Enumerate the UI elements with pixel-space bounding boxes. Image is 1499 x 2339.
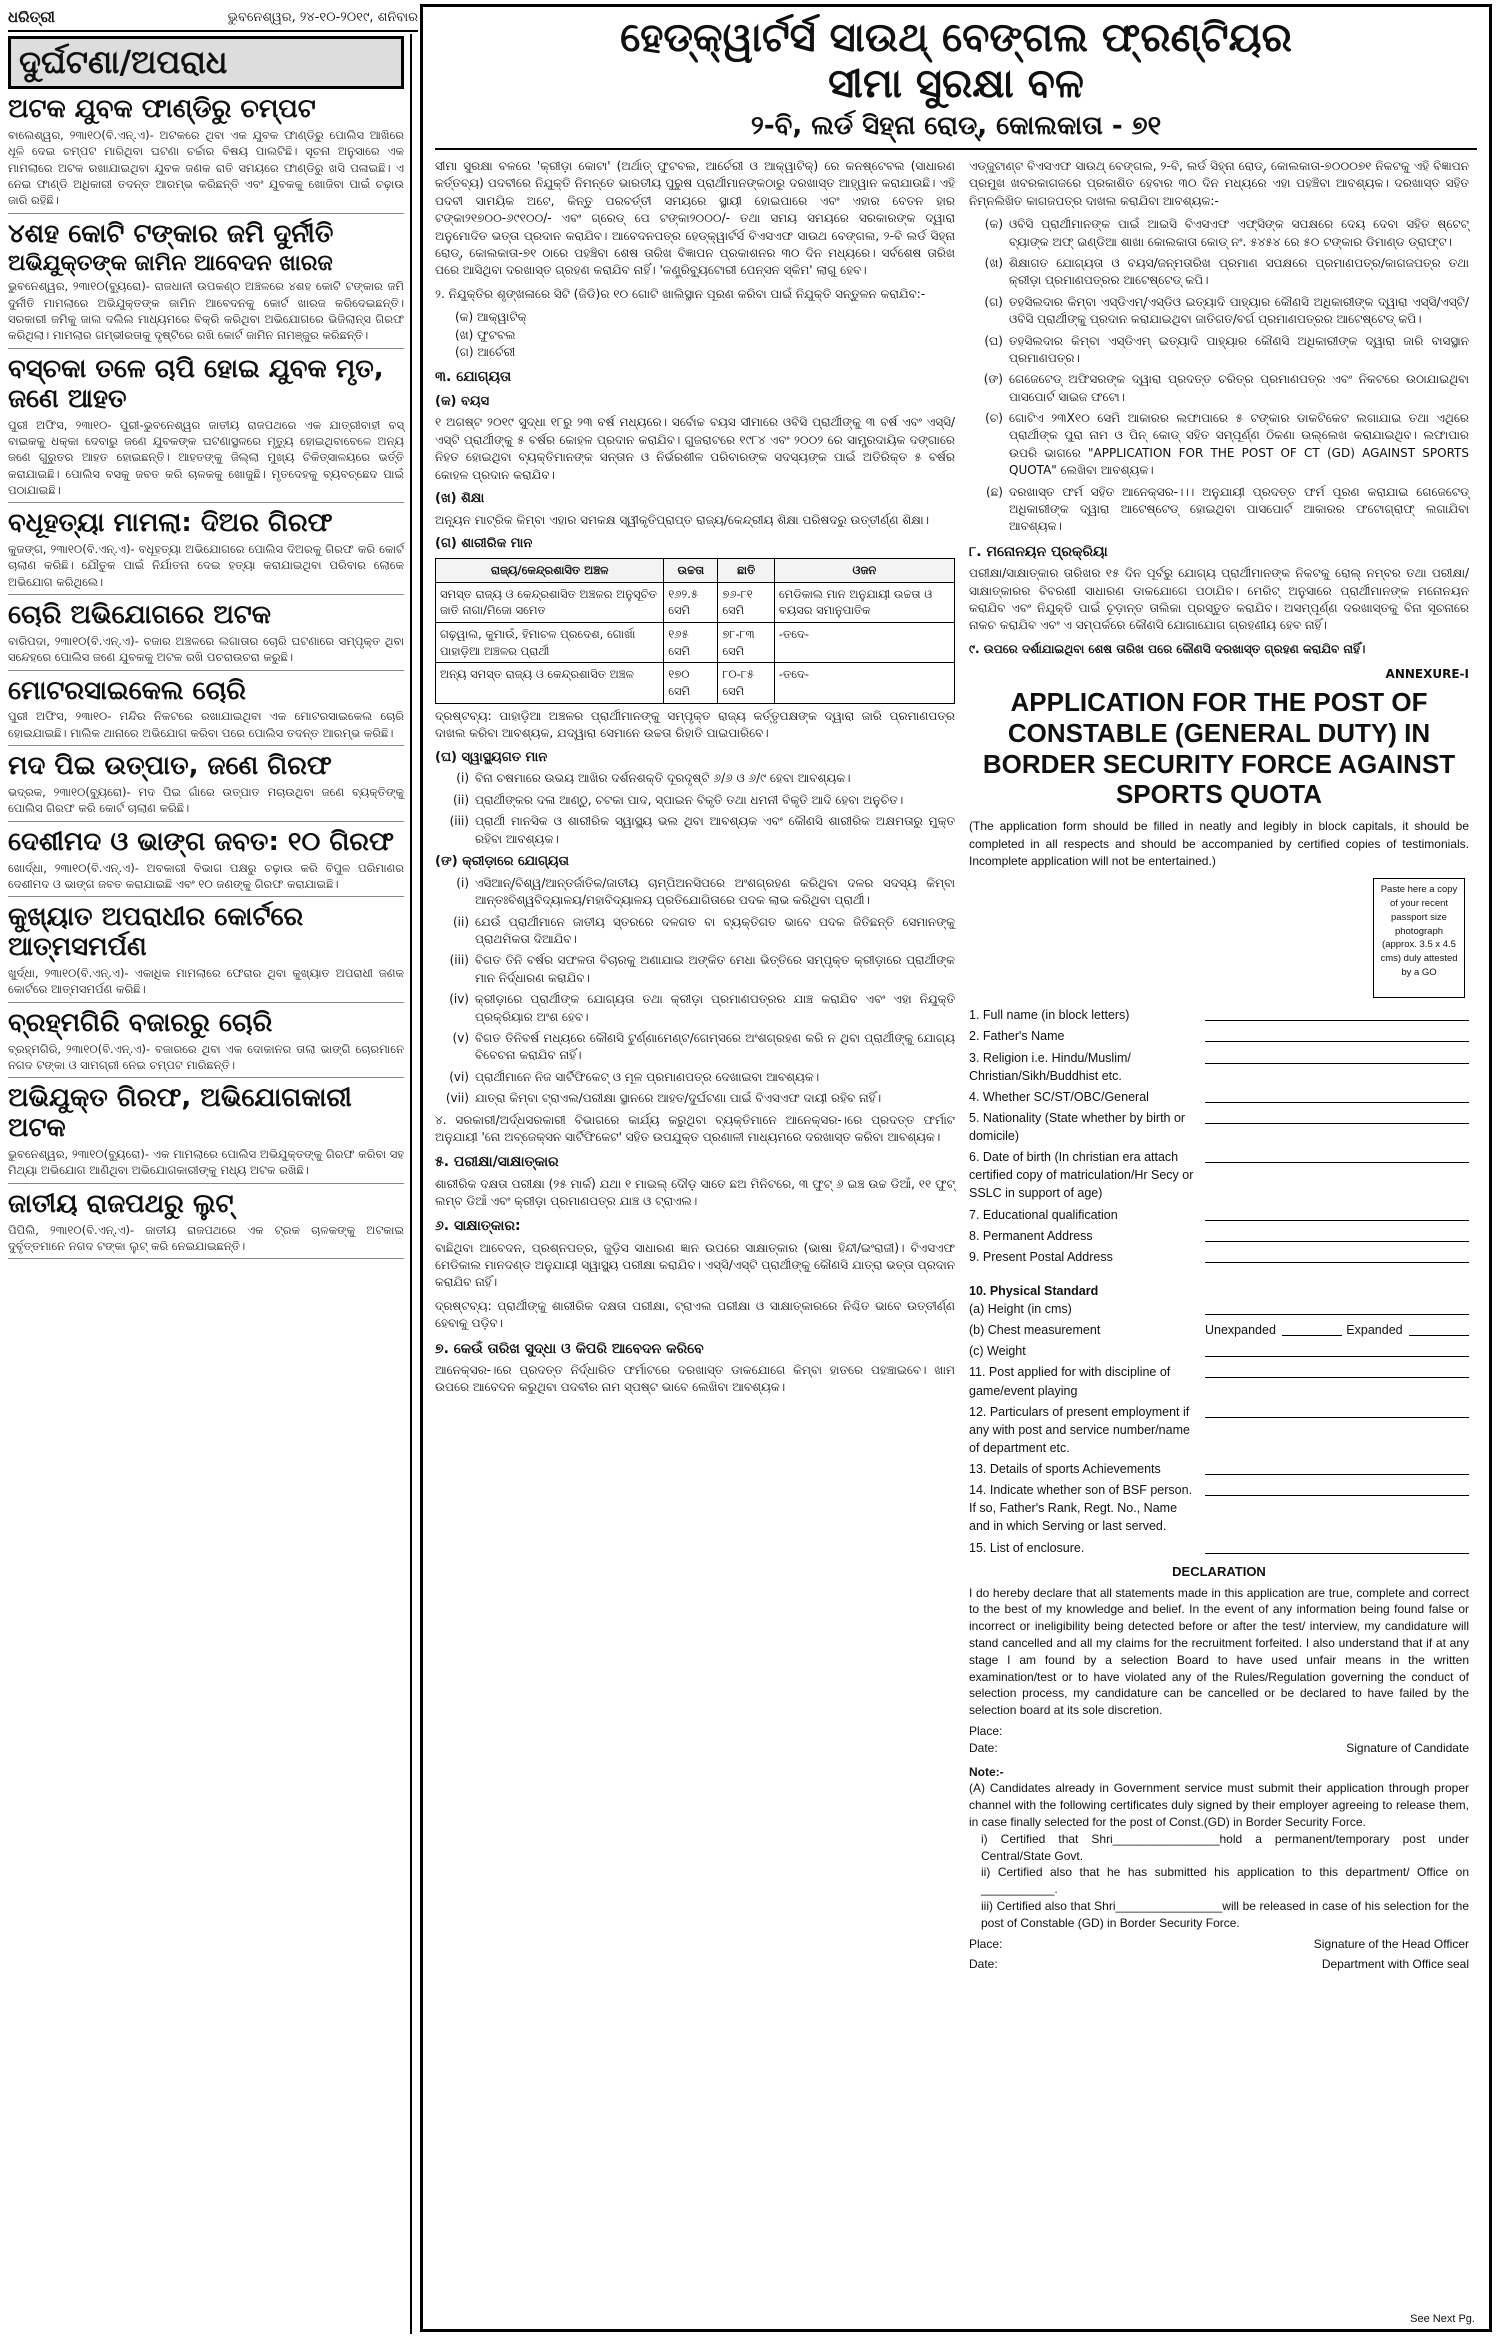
interview-heading: ୬. ସାକ୍ଷାତ୍କାର: — [435, 1218, 521, 1235]
sports-item — [435, 991, 955, 1026]
item-number: (ଙ) — [983, 372, 1003, 387]
form-field-chest[interactable] — [969, 1321, 1469, 1339]
news-story — [8, 601, 404, 671]
physical-heading: (ଗ) ଶାରୀରିକ ମାନ — [435, 536, 533, 552]
news-story — [8, 95, 404, 214]
ad-intro: ସୀମା ସୁରକ୍ଷା ବଳରେ 'କ୍ରୀଡ଼ା କୋଟା' (ଅର୍ଥାତ୍ ଫୁଟବଲ, ଆର୍ଚେରୀ ଓ ଆକ୍ୱାଟିକ୍) ରେ କନଷ୍ଟେବଲ (ସାଧାରଣ କର୍ତ୍ତବ୍ୟ) ପଦବୀରେ ନିଯୁକ୍ତି ନିମନ୍ତେ ଭାରତୀୟ ପୁରୁଷ ପ୍ରାର୍ଥୀମାନଙ୍କଠାରୁ ଦରଖାସ୍ତ ଆହ୍ୱାନ କରାଯାଉଛି। ଏହି ପଦବୀ ସାମୟିକ ଅଟେ, କିନ୍ତୁ ପରବର୍ତ୍ତୀ ସମୟରେ ସ୍ଥାୟୀ ହୋଇପାରେ ଏବଂ ଏହାର ବେତନ ହାର ଟଙ୍କା୨୧୭୦୦-୬୯୧୦୦/- ଏବଂ ଗ୍ରେଡ୍ ପେ ଟଙ୍କା୨୦୦୦/- ତଥା ସମୟ ସମୟରେ ସରକାରଙ୍କ ଦ୍ୱାରା ଅନୁମୋଦିତ ଭତ୍ତା ପ୍ରଦାନ କରାଯିବ। ଆବେଦନପତ୍ର ହେଡ୍‌କ୍ୱାର୍ଟର୍ସ ବିଏସଏଫ ସାଉଥ ବେଙ୍ଗଲ, ୨-ବି ଲର୍ଡ ସିହ୍ନା ରୋଡ୍, କୋଲକାତା-୭୧ ଠାରେ ପହଞ୍ଚିବା ଶେଷ ତାରିଖ ବିଜ୍ଞାପନ ପ୍ରକାଶନର ୩୦ ଦିନ ମଧ୍ୟରେ। ସର୍ବଶେଷ ତାରିଖ ପରେ ଆସିଥିବା ଦରଖାସ୍ତ ଗ୍ରହଣ କରାଯିବ ନାହିଁ। 'କଣ୍ଟ୍ରିବ୍ୟୁଟୋରୀ ପେନ୍‌ସନ ସ୍କିମ' ଲାଗୁ ହେବ। — [435, 159, 955, 278]
table-header: ଉଚ୍ଚତା — [664, 559, 718, 583]
item-text: ତହସିଲଦାର କିମ୍ବା ଏସ୍‌ଡିଏମ୍/ଏସ୍‌ଡିଓ ଇତ୍ୟାଦି ପାହ୍ୟାର କୌଣସି ଅଧିକାରୀଙ୍କ ଦ୍ୱାରା ଏସ୍‌ସି/ଏସ୍‌ଟି/ଓବିସି ପ୍ରାର୍ଥୀଙ୍କୁ ପ୍ରଦାନ କରାଯାଇଥିବା ଜାତିଗତ/ବର୍ଗ ପ୍ରମାଣପତ୍ରର ଆଟେଷ୍ଟେଡ୍ କପି। — [1009, 294, 1469, 327]
table-cell: -ତଦେ- — [774, 623, 954, 663]
form-note: (The application form should be filled in neatly and legibly in block capitals, it should be completed in all respects and should be accompanied by certified copies of testimonials. Incomplete application will not be entertained.) — [969, 819, 1469, 868]
field-line[interactable] — [1205, 1300, 1469, 1315]
table-cell: ସମସ୍ତ ରାଜ୍ୟ ଓ କେନ୍ଦ୍ରଶାସିତ ଅଞ୍ଚଳର ଅନୁସୂଚିତ ଜାତି ନାଗା/ମିଜୋ ସମେତ — [436, 582, 664, 622]
item-number: (ଘ) — [984, 333, 1003, 348]
field-line[interactable] — [1205, 1109, 1469, 1124]
item-text: ପ୍ରାର୍ଥୀମାନେ ନିଜ ସାର୍ଟିଫିକେଟ୍ ଓ ମୂଳ ପ୍ରମାଣପତ୍ର ଦେଖାଇବା ଆବଶ୍ୟକ। — [475, 1069, 820, 1084]
news-story — [8, 752, 404, 822]
form-field[interactable] — [969, 1148, 1469, 1202]
story-headline: କୁଖ୍ୟାତ ଅପରାଧୀର କୋର୍ଟରେ ଆତ୍ମସମର୍ପଣ — [8, 902, 304, 963]
ad-right-column — [969, 158, 1469, 1973]
dateline: ଭୁବନେଶ୍ୱର, ୨୪-୧୦-୨୦୧୯, ଶନିବାର — [227, 9, 418, 25]
story-body: ଭୁବନେଶ୍ୱର, ୨୩ା୧୦(ବ୍ୟୁରୋ)- ଏକ ମାମଲାରେ ପୋଲିସ ଅଭିଯୁକ୍ତଙ୍କୁ ଗିରଫ କରିବା ସହ ମିଥ୍ୟା ଅଭିଯୋଗ ଆଣିଥିବା ଅଭିଯୋଗକାରୀଙ୍କୁ ମଧ୍ୟ ଅଟକ ରଖିଛି। — [8, 1146, 404, 1184]
top-bar — [8, 4, 418, 32]
item-number: (i) — [456, 771, 469, 786]
story-body: ଭଦ୍ରକ, ୨୩ା୧୦(ବ୍ୟୁରୋ)- ମଦ ପିଇ ଗାଁରେ ଉତ୍ପାତ ମଚାଉଥିବା ଜଣେ ବ୍ୟକ୍ତିଙ୍କୁ ପୋଲିସ ଗିରଫ କରି କୋର୍ଟ ଚାଲାଣ କରିଛି। — [8, 784, 404, 822]
news-story — [8, 220, 404, 349]
field-line[interactable] — [1409, 1321, 1469, 1336]
item-number: (vi) — [449, 1069, 469, 1084]
fields-group-b — [969, 1363, 1469, 1556]
medical-item — [435, 792, 955, 809]
field-label: (c) Weight — [969, 1344, 1026, 1359]
vacancy-para: ୨. ନିଯୁକ୍ତିର ଶୃଙ୍ଖଳାରେ ସିଟି (ଜିଡି)ର ୧୦ ଗୋଟି ଖାଲିସ୍ଥାନ ପୂରଣ କରିବା ପାଇଁ ନିଯୁକ୍ତି ସନ୍ତୁଳନ କରାଯିବ:- — [435, 286, 926, 301]
item-text: ବିଗତ ତିନି ବର୍ଷର ସଫଳତା ବିଚାରକୁ ଅଣାଯାଇ ଅଙ୍କିତ ମେଧା ଭିତ୍ତିରେ ସମ୍ପୃକ୍ତ କ୍ରୀଡ଼ାରେ ପ୍ରାର୍ଥୀଙ୍କ ମାନ ନିର୍ଦ୍ଧାରଣ କରାଯିବ। — [475, 953, 955, 985]
table-cell: -ତଦେ- — [774, 663, 954, 703]
ad-left-column — [435, 158, 955, 1973]
item-text: ବିନା ଚଷମାରେ ଉଭୟ ଆଖିର ଦର୍ଶନଶକ୍ତି ଦୂରଦୃଷ୍ଟି ୬/୬ ଓ ୬/୯ ହେବା ଆବଶ୍ୟକ। — [475, 771, 851, 786]
item-number: (ଛ) — [986, 484, 1003, 499]
field-label: 1. Full name (in block letters) — [969, 1008, 1130, 1023]
story-headline: ବଧୂହତ୍ୟା ମାମଲା: ଦିଅର ଗିରଫ — [8, 508, 333, 539]
form-field[interactable] — [969, 1363, 1469, 1399]
form-field[interactable] — [969, 1403, 1469, 1457]
item-text: ଗେଜେଟେଡ୍ ଅଫିସରଙ୍କ ଦ୍ୱାରା ପ୍ରଦତ୍ତ ଚରିତ୍ର ପ୍ରମାଣପତ୍ର ଏବଂ ନିକଟରେ ଉଠାଯାଇଥିବା ପାସପୋର୍ଟ ସାଇଜ ଫଟୋ। — [1009, 372, 1469, 404]
news-story — [8, 355, 404, 503]
sports-list — [435, 875, 955, 1108]
sports-item — [435, 914, 955, 949]
item-text: ପ୍ରାର୍ଥୀ ମାନସିକ ଓ ଶାରୀରିକ ସ୍ୱାସ୍ଥ୍ୟ ଭଲ ଥିବା ଆବଶ୍ୟକ ଏବଂ କୌଣସି ଶାରୀରିକ ଅକ୍ଷମତାରୁ ମୁକ୍ତ ରହିବା ଆବଶ୍ୟକ। — [475, 814, 955, 846]
form-field[interactable] — [969, 1027, 1469, 1045]
field-label: 2. Father's Name — [969, 1029, 1065, 1044]
table-row — [436, 623, 955, 663]
item-text: ଯେଉଁ ପ୍ରାର୍ଥୀମାନେ ଜାତୀୟ ସ୍ତରରେ ଦଳଗତ ବା ବ୍ୟକ୍ତିଗତ ଭାବେ ପଦକ ଜିତିଛନ୍ତି ସେମାନଙ୍କୁ ପ୍ରାଥମିକତା ଦିଆଯିବ। — [475, 914, 955, 946]
news-story — [8, 1084, 404, 1183]
item-text: ଗୋଟିଏ ୨୩X୧୦ ସେମି ଆକାରର ଲଫାପାରେ ୫ ଟଙ୍କାର ଡାକଟିକେଟ ଲଗାଯାଇ ତଥା ଏଥିରେ ପ୍ରାର୍ଥୀଙ୍କ ପୁରା ନାମ ଓ ପିନ୍ କୋଡ୍ ସହିତ ସମ୍ପୂର୍ଣ୍ଣ ଠିକଣା ଉଲ୍ଲେଖ କରାଯାଇଥିବ। ଲଫାପାର ଉପରି ଭାଗରେ "APPLICATION FOR THE POST OF CT (GD) AGAINST SPORTS QUOTA" ଲେଖିବା ଆବଶ୍ୟକ। — [1009, 411, 1469, 478]
table-cell: ମେଡିକାଲ ମାନ ଅନୁଯାୟୀ ଉଚ୍ଚତା ଓ ବୟସର ସମାନୁପାତିକ — [774, 582, 954, 622]
story-headline: ଅଟକ ଯୁବକ ଫାଣ୍ଡିରୁ ଚମ୍ପଟ — [8, 94, 316, 124]
table-row — [436, 663, 955, 703]
date2-label: Date: — [969, 1957, 998, 1972]
story-body: ପୁରୀ ଅଫିସ, ୨୩ା୧୦- ପୁରୀ-ଭୁବନେଶ୍ୱର ଜାତୀୟ ରାଜପଥରେ ଏକ ଯାତ୍ରୀବାହୀ ବସ୍ ବାଇକକୁ ଧକ୍କା ଦେବାରୁ ଜଣେ ଯୁବକଙ୍କ ଘଟଣାସ୍ଥଳରେ ମୃତ୍ୟୁ ହୋଇଥିବାବେଳେ ଅନ୍ୟ ଜଣେ ଗୁରୁତର ଆହତ ହୋଇଛନ୍ତି। ଆହତଙ୍କୁ ଜିଲ୍ଲା ମୁଖ୍ୟ ଚିକିତ୍ସାଳୟରେ ଭର୍ତ୍ତି କରାଯାଇଛି। ପୋଲିସ ବସକୁ ଜବତ କରି ଚାଳକକୁ ଖୋଜୁଛି। ମୃତଦେହକୁ ବ୍ୟବଚ୍ଛେଦ ପାଇଁ ପଠାଯାଇଛି। — [8, 417, 404, 504]
item-number: (ii) — [452, 792, 469, 807]
field-line[interactable] — [1205, 1049, 1469, 1064]
section-label: ଦୁର୍ଘଟଣା/ଅପରାଧ — [8, 36, 404, 89]
physical-note: ଦ୍ରଷ୍ଟବ୍ୟ: ପାହାଡ଼ିଆ ଅଞ୍ଚଳର ପ୍ରାର୍ଥୀମାନଙ୍କୁ ସମ୍ପୃକ୍ତ ରାଜ୍ୟ କର୍ତ୍ତୃପକ୍ଷଙ୍କ ଦ୍ୱାରା ଜାରି ପ୍ରମାଣପତ୍ର ଦାଖଲ କରିବା ଆବଶ୍ୟକ, ଯଦ୍ୱାରା ସେମାନେ ଉଚ୍ଚତା ରିହାତି ପାଇପାରିବେ। — [435, 708, 955, 741]
document-item — [969, 410, 1469, 480]
document-item — [969, 484, 1469, 536]
note-i: i) Certified that Shri________________hold a permanent/temporary post under Central/State Govt. — [981, 1831, 1469, 1863]
note-ii: ii) Certified also that he has submitted his application to this department/ Office on ___________. — [981, 1865, 1469, 1897]
interview-text: ବାଛିଥିବା ଆବେଦନ, ପ୍ରଶ୍ନପତ୍ର, ଜୁଡ଼ିସ ସାଧାରଣ ଜ୍ଞାନ ଉପରେ ସାକ୍ଷାତ୍କାର (ଭାଷା ହିନ୍ଦୀ/ଇଂରାଜୀ)। ବିଏସଏଫ ମେଡିକାଲ ମାନଦଣ୍ଡ ଅନୁଯାୟୀ ସ୍ୱାସ୍ଥ୍ୟ ପରୀକ୍ଷା କରାଯିବ। ଏସ୍‌ସି/ଏସ୍‌ଟି ପ୍ରାର୍ଥୀଙ୍କୁ କୌଣସି ଯାତ୍ରା ଭତ୍ତା ପ୍ରଦାନ କରାଯିବ ନାହିଁ। — [435, 1240, 955, 1290]
item-number: (v) — [452, 1030, 469, 1045]
photo-box: Paste here a copy of your recent passport size photograph (approx. 3.5 x 4.5 cms) duly attested by a GO — [1373, 878, 1465, 998]
eligibility-heading: ୩. ଯୋଗ୍ୟତା — [435, 369, 512, 386]
form-field[interactable] — [969, 1227, 1469, 1245]
form-title: APPLICATION FOR THE POST OF CONSTABLE (GENERAL DUTY) IN BORDER SECURITY FORCE AGAINST SPORTS QUOTA — [982, 687, 1456, 810]
game-item: (କ) ଆକ୍ୱାଟିକ୍ — [455, 310, 527, 325]
item-number: (iii) — [449, 953, 469, 968]
see-next-page: See Next Pg. — [1410, 2313, 1475, 2325]
table-cell: ୭୮-୮୩ ସେମି — [718, 623, 775, 663]
form-field[interactable] — [969, 1088, 1469, 1106]
field-label: (b) Chest measurement — [969, 1323, 1101, 1338]
candidate-signature: Signature of Candidate — [1346, 1741, 1469, 1756]
news-story — [8, 828, 404, 898]
field-line[interactable] — [1205, 1539, 1469, 1554]
field-line[interactable] — [1205, 1403, 1469, 1418]
paper-name: ଧରିତ୍ରୀ — [8, 8, 55, 26]
news-story — [8, 1009, 404, 1079]
ad-title-line2: ସୀମା ସୁରକ୍ଷା ବଳ — [828, 61, 1084, 107]
item-number: (i) — [456, 875, 469, 890]
field-line[interactable] — [1205, 1227, 1469, 1242]
how-to-apply-heading: ୭. କେଉଁ ତାରିଖ ସୁଦ୍ଧା ଓ କିପରି ଆବେଦନ କରିବେ — [435, 1340, 704, 1357]
story-headline: ଚୋରି ଅଭିଯୋଗରେ ଅଟକ — [8, 600, 271, 631]
story-headline: ବସ୍‌ଚକା ତଳେ ଚାପି ହୋଇ ଯୁବକ ମୃତ, ଜଣେ ଆହତ — [8, 353, 384, 414]
story-headline: ଅଭିଯୁକ୍ତ ଗିରଫ, ଅଭିଯୋଗକାରୀ ଅଟକ — [8, 1083, 352, 1144]
documents-list — [969, 216, 1469, 536]
story-headline: ମଦ ପିଇ ଉତ୍ପାତ, ଜଣେ ଗିରଫ — [8, 751, 332, 782]
item-text: ଏସିଆନ୍/ବିଶ୍ୱ/ଆନ୍ତର୍ଜାତିକ/ଜାତୀୟ ଚାମ୍ପିଅନସିପରେ ଅଂଶଗ୍ରହଣ କରିଥିବା ଦଳର ସଦସ୍ୟ କିମ୍ବା ଆନ୍ତଃବିଶ୍ୱବିଦ୍ୟାଳୟ/ମହାବିଦ୍ୟାଳୟ ପ୍ରତିଯୋଗିତାରେ ପଦକ ଲାଭ କରିଥିବା ପ୍ରାର୍ଥୀ। — [475, 875, 955, 908]
item-number: (iv) — [449, 992, 469, 1007]
field-line[interactable] — [1205, 1248, 1469, 1263]
field-label: 6. Date of birth (In christian era attach certified copy of matriculation/Hr Secy or SSLC in support of age) — [969, 1150, 1194, 1201]
place-label: Place: — [969, 1723, 1003, 1738]
story-subheadline: ଅଭିଯୁକ୍ତଙ୍କ ଜାମିନ ଆବେଦନ ଖାରଜ — [8, 251, 333, 277]
table-header: ରାଜ୍ୟ/କେନ୍ଦ୍ରଶାସିତ ଅଞ୍ଚଳ — [436, 559, 664, 583]
field-line[interactable] — [1205, 1363, 1469, 1378]
sports-item — [435, 1030, 955, 1065]
item-number: (ଗ) — [984, 294, 1003, 309]
table-cell: ୭୬-୮୧ ସେମି — [718, 582, 775, 622]
dept-seal: Department with Office seal — [1321, 1957, 1469, 1972]
exam-heading: ୫. ପରୀକ୍ଷା/ସାକ୍ଷାତ୍କାର — [435, 1154, 559, 1171]
section-4: ୪. ସରକାରୀ/ଅର୍ଦ୍ଧସରକାରୀ ବିଭାଗରେ କାର୍ଯ୍ୟ କରୁଥିବା ବ୍ୟକ୍ତିମାନେ ଆନେକ୍ସର-।ରେ ପ୍ରଦତ୍ତ ଫର୍ମାଟ ଅନୁଯାୟୀ 'ନୋ ଅବ୍‌ଜେକ୍ସନ ସାର୍ଟିଫିକେଟ' ସହିତ ଉପଯୁକ୍ତ ପ୍ରଣାଳୀ ମାଧ୍ୟମରେ ଦରଖାସ୍ତ କରିବା ଆବଶ୍ୟକ। — [435, 1112, 955, 1144]
form-field[interactable] — [969, 1109, 1469, 1145]
note-block — [969, 1764, 1469, 1974]
field-label: 3. Religion i.e. Hindu/Muslim/ Christian/Sikh/Buddhist etc. — [969, 1050, 1131, 1083]
news-column — [8, 34, 412, 2334]
story-body: ଖୋର୍ଦ୍ଧା, ୨୩ା୧୦(ବି.ଏନ୍.ଏ)- ଅବକାରୀ ବିଭାଗ ପକ୍ଷରୁ ଚଢ଼ାଉ କରି ବିପୁଳ ପରିମାଣର ଦେଶୀମଦ ଓ ଭାଙ୍ଗ ଜବତ କରାଯାଇଛି ଏବଂ ୧୦ ଜଣଙ୍କୁ ଗିରଫ କରାଯାଇଛି। — [8, 860, 404, 898]
story-body: ବାଲେଶ୍ୱର, ୨୩ା୧୦(ବି.ଏନ୍.ଏ)- ଅଟକରେ ଥିବା ଏକ ଯୁବକ ଫାଣ୍ଡିରୁ ପୋଲିସ ଆଖିରେ ଧୂଳି ଦେଇ ଚମ୍ପଟ ମାରିଥିବା ଘଟଣା ଚର୍ଚ୍ଚାର ବିଷୟ ପାଲଟିଛି। ସୂଚନା ଅନୁସାରେ ଏକ ମାମଲାରେ ଅଟକ ରଖାଯାଇଥିବା ଯୁବକ ଜଣକ ରାତି ସମୟରେ ଫାଣ୍ଡିରୁ ଖସି ପଳାଇଛି। ଏ ନେଇ ଫାଣ୍ଡି ଅଧିକାରୀ ତଦନ୍ତ ଆରମ୍ଭ କରିଛନ୍ତି ଏବଂ ଯୁବକକୁ ଖୋଜିବା ପାଇଁ ଚଢ଼ାଉ ଜାରି ରହିଛି। — [8, 127, 404, 214]
sports-item — [435, 1069, 955, 1086]
story-headline: ୪ଶହ କୋଟି ଟଙ୍କାର ଜମି ଦୁର୍ନୀତି — [8, 218, 334, 249]
item-text: କ୍ରୀଡ଼ାରେ ପ୍ରାର୍ଥୀଙ୍କ ଯୋଗ୍ୟତା ତଥା କ୍ରୀଡ଼ା ପ୍ରମାଣପତ୍ରର ଯାଞ୍ଚ କରାଯିବ ଏବଂ ଏହା ନିଯୁକ୍ତି ପ୍ରକ୍ରିୟାର ଅଂଶ ହେବ। — [475, 992, 955, 1024]
declaration-text: I do hereby declare that all statements made in this application are true, complete and correct to the best of my knowledge and belief. In the event of any information being found false or incorrect or ineligibility being detected before or after the test/ interview, my candidature will stand cancelled and all my claims for the recruitment forfeited. I also understand that if at any stage I am found by a selection Board to have used unfair means in the written examination/test or to have violated any of the Rules/Regulation governing the conduct of selection process, my candidature can be cancelled or be declared to have failed by the selection board at its sole discretion. — [969, 1585, 1469, 1718]
item-number: (ଖ) — [984, 255, 1003, 270]
form-fields — [969, 1006, 1469, 1973]
document-item — [969, 294, 1469, 329]
document-item — [969, 216, 1469, 251]
unexpanded-label: Unexpanded — [1205, 1323, 1276, 1338]
story-headline: ମୋଟରସାଇକେଲ ଚୋରି — [8, 675, 247, 706]
form-field-height[interactable] — [969, 1300, 1469, 1318]
form-field[interactable] — [969, 1481, 1469, 1535]
declaration-title: DECLARATION — [1172, 1563, 1266, 1579]
field-label: 12. Particulars of present employment if any with post and service number/name of department etc. — [969, 1404, 1190, 1455]
item-text: ଓବିସି ପ୍ରାର୍ଥୀମାନଙ୍କ ପାଇଁ ଆଇସି ବିଏସଏଫ ଏଫ୍‌ସିଙ୍କ ସପକ୍ଷରେ ଦେୟ ଦେବା ସହିତ ଷ୍ଟେଟ୍ ବ୍ୟାଙ୍କ ଅଫ୍ ଇଣ୍ଡିଆ ଶାଖା କୋଲକାତା କୋଡ୍ ନଂ. ୫୪୫୪ ରେ ୫୦ ଟଙ୍କାର ଡିମାଣ୍ଡ ଡ୍ରାଫ୍ଟ। — [1009, 217, 1469, 249]
table-cell: ୧୭୦ ସେମି — [664, 663, 718, 703]
field-label: (a) Height (in cms) — [969, 1302, 1072, 1317]
field-line[interactable] — [1205, 1460, 1469, 1475]
table-header: ଓଜନ — [774, 559, 954, 583]
form-field[interactable] — [969, 1006, 1469, 1024]
field-label: 14. Indicate whether son of BSF person. If so, Father's Rank, Regt. No., Name and in which Serving or last served. — [969, 1483, 1193, 1534]
medical-item — [435, 813, 955, 848]
sports-item — [435, 952, 955, 987]
table-cell: ୧୬୫ ସେମି — [664, 623, 718, 663]
field-label: 15. List of enclosure. — [969, 1540, 1085, 1555]
medical-list — [435, 770, 955, 848]
sports-heading: (ଙ) କ୍ରୀଡ଼ାରେ ଯୋଗ୍ୟତା — [435, 853, 569, 869]
item-number: (ଚ) — [985, 411, 1003, 426]
story-body: ଭୁବନେଶ୍ୱର, ୨୩ା୧୦(ବ୍ୟୁରୋ)- ରାଜଧାନୀ ଉପକଣ୍ଠ ଅଞ୍ଚଳରେ ୪ଶହ କୋଟି ଟଙ୍କାର ଜମି ଦୁର୍ନୀତି ମାମଲାରେ ଅଭିଯୁକ୍ତଙ୍କ ଜାମିନ ଆବେଦନକୁ କୋର୍ଟ ଖାରଜ କରିଦେଇଛନ୍ତି। ସରକାରୀ ଜମିକୁ ଜାଲ ଦଲିଲ ମାଧ୍ୟମରେ ବିକ୍ରି କରିଥିବା ଅଭିଯୋଗରେ ଭିଜିଲାନ୍ସ ଗିରଫ କରିଥିଲା। ମାମଲାର ଗମ୍ଭୀରତାକୁ ଦୃଷ୍ଟିରେ ରଖି କୋର୍ଟ ଜାମିନ ନାମଞ୍ଜୁର କରିଛନ୍ତି। — [8, 278, 404, 348]
field-line[interactable] — [1205, 1088, 1469, 1103]
head-signature-row — [969, 1936, 1469, 1953]
form-field[interactable] — [969, 1206, 1469, 1224]
document-item — [969, 255, 1469, 290]
form-field-present-address[interactable] — [969, 1248, 1469, 1266]
age-text: ୧ ଅଗଷ୍ଟ ୨୦୧୯ ସୁଦ୍ଧା ୧୮ରୁ ୨୩ ବର୍ଷ ମଧ୍ୟରେ। ସର୍ବୋଚ୍ଚ ବୟସ ସୀମାରେ ଓବିସି ପ୍ରାର୍ଥୀଙ୍କୁ ୩ ବର୍ଷ ଏବଂ ଏସ୍‌ସି/ଏସ୍‌ଟି ପ୍ରାର୍ଥୀଙ୍କୁ ୫ ବର୍ଷର କୋହଳ ପ୍ରଦାନ କରାଯିବ। ଗୁଜରାଟରେ ୧୯୮୪ ଏବଂ ୨୦୦୨ ରେ ସାମ୍ପ୍ରଦାୟିକ ଦଙ୍ଗାରେ ନିହତ ହୋଇଥିବା ବ୍ୟକ୍ତିମାନଙ୍କ ସନ୍ତାନ ଓ ନିର୍ଭରଶୀଳ ପରିବାରଙ୍କ ସଦସ୍ୟଙ୍କ ପାଇଁ ଅତିରିକ୍ତ ୫ ବର୍ଷର କୋହଳ ପ୍ରଦାନ କରାଯିବ। — [435, 415, 955, 482]
head-signature: Signature of the Head Officer — [1313, 1936, 1469, 1951]
physical-standard-label: 10. Physical Standard — [969, 1283, 1099, 1298]
news-story — [8, 677, 404, 747]
story-headline: ଦେଶୀମଦ ଓ ଭାଙ୍ଗ ଜବତ: ୧୦ ଗିରଫ — [8, 826, 394, 857]
age-heading: (କ) ବୟସ — [435, 393, 490, 409]
selection-heading: ୮. ମନୋନୟନ ପ୍ରକ୍ରିୟା — [969, 543, 1108, 560]
field-line[interactable] — [1205, 1342, 1469, 1357]
exam-text: ଶାରୀରିକ ଦକ୍ଷତା ପରୀକ୍ଷା (୨୫ ମାର୍କ) ଯଥା ୧ ମାଇଲ୍ ଦୌଡ଼ ସାତେ ଛଅ ମିନିଟରେ, ୩ ଫୁଟ୍ ୬ ଇଞ୍ଚ ଉଚ୍ଚ ଡିଆଁ, ୧୧ ଫୁଟ୍ ଲମ୍ବ ଡିଆଁ ଏବଂ କ୍ରୀଡ଼ା ପ୍ରମାଣପତ୍ର ଯାଞ୍ଚ ଓ ଟ୍ରାଏଲ। — [435, 1176, 955, 1208]
news-story — [8, 509, 404, 595]
ad-masthead — [435, 15, 1477, 150]
table-header: ଛାତି — [718, 559, 775, 583]
field-line[interactable] — [1205, 1206, 1469, 1221]
seal-row — [969, 1956, 1469, 1973]
table-cell: ଗଢ଼ୱାଲ, କୁମାଉଁ, ହିମାଚଳ ପ୍ରଦେଶ, ଗୋର୍ଖା ପାହାଡ଼ିଆ ଅଞ୍ଚଳର ପ୍ରାର୍ଥୀ — [436, 623, 664, 663]
place2-label: Place: — [969, 1936, 1003, 1951]
field-line[interactable] — [1282, 1321, 1342, 1336]
table-cell: ୧୬୨.୫ ସେମି — [664, 582, 718, 622]
game-item: (ଗ) ଆର୍ଚେରୀ — [455, 344, 516, 359]
sports-item — [435, 1090, 955, 1107]
physical-standards-table — [435, 558, 955, 704]
table-row — [436, 582, 955, 622]
field-line[interactable] — [1205, 1027, 1469, 1042]
form-field[interactable] — [969, 1539, 1469, 1557]
table-cell: ୮୦-୮୫ ସେମି — [718, 663, 775, 703]
story-body: ବ୍ରହ୍ମଗିରି, ୨୩ା୧୦(ବି.ଏନ୍.ଏ)- ବଜାରରେ ଥିବା ଏକ ଦୋକାନର ତାଲା ଭାଙ୍ଗି ଚୋରମାନେ ନଗଦ ଟଙ୍କା ଓ ସାମଗ୍ରୀ ନେଇ ଚମ୍ପଟ ମାରିଛନ୍ତି। — [8, 1041, 404, 1079]
item-number: (କ) — [984, 217, 1003, 232]
fields-group-a — [969, 1006, 1469, 1245]
story-body: ବାରିପଦା, ୨୩ା୧୦(ବି.ଏନ୍.ଏ)- ବଜାର ଅଞ୍ଚଳରେ ଲଗାତାର ଚୋରି ଘଟଣାରେ ସମ୍ପୃକ୍ତ ଥିବା ସନ୍ଦେହରେ ପୋଲିସ ଜଣେ ଯୁବକକୁ ଅଟକ ରଖି ପଚରାଉଚରା କରୁଛି। — [8, 633, 404, 671]
field-line[interactable] — [1205, 1148, 1469, 1163]
field-label: 5. Nationality (State whether by birth or domicile) — [969, 1110, 1186, 1144]
item-text: ଶିକ୍ଷାଗତ ଯୋଗ୍ୟତା ଓ ବୟସ/ଜନ୍ମତାରିଖ ପ୍ରମାଣ ସପକ୍ଷରେ ପ୍ରମାଣପତ୍ର/କାଗଜପତ୍ର ତଥା କ୍ରୀଡ଼ା ପ୍ରମାଣପତ୍ରର ଆଟେଷ୍ଟେଡ୍ କପି। — [1009, 255, 1469, 288]
selection-text: ପରୀକ୍ଷା/ସାକ୍ଷାତ୍କାର ତାରିଖର ୧୫ ଦିନ ପୂର୍ବରୁ ଯୋଗ୍ୟ ପ୍ରାର୍ଥୀମାନଙ୍କ ନିକଟକୁ ରୋଲ୍ ନମ୍ବର ତଥା ପରୀକ୍ଷା/ସାକ୍ଷାତ୍କାରର ବିବରଣୀ ସାଧାରଣ ଡାକଯୋଗେ ପଠାଯିବ। ମେରିଟ୍ ଅନୁସାରେ ପ୍ରାର୍ଥୀମାନଙ୍କ ମନୋନୟନ କରାଯିବ ଏବଂ ନିଯୁକ୍ତି ପାଇଁ ଚୂଡ଼ାନ୍ତ ତାଲିକା ପ୍ରସ୍ତୁତ କରାଯିବ। ଅସମ୍ପୂର୍ଣ୍ଣ ଦରଖାସ୍ତକୁ ବିନା ସୂଚନାରେ ନାକଚ କରାଯିବ ଏବଂ ଏ ସମ୍ପର୍କରେ କୌଣସି ଯୋଗାଯୋଗ ଗ୍ରହଣୀୟ ହେବ ନାହିଁ। — [969, 566, 1469, 633]
story-body: ଖୁର୍ଦ୍ଧା, ୨୩ା୧୦(ବି.ଏନ୍.ଏ)- ଏକାଧିକ ମାମଲାରେ ଫେରାର ଥିବା କୁଖ୍ୟାତ ଅପରାଧୀ ଜଣକ କୋର୍ଟରେ ଆତ୍ମସମର୍ପଣ କରିଛି। — [8, 965, 404, 1003]
news-list — [8, 95, 404, 1259]
item-text: ପ୍ରାର୍ଥୀଙ୍କର ଦଳା ଆଣ୍ଠୁ, ଚଟକା ପାଦ, ସ୍ପାଇନ ବିକୃତି ତଥା ଧମନୀ ବିକୃତି ଆଦି ହେବା ଅନୁଚିତ। — [475, 792, 904, 807]
annexure-tag: ANNEXURE-I — [1385, 667, 1469, 682]
item-number: (iii) — [449, 814, 469, 829]
item-text: ଯାତ୍ରା କିମ୍ବା ଟ୍ରାଏଲ/ପରୀକ୍ଷା ସ୍ଥାନରେ ଆହତ/ଦୁର୍ଘଟଣା ପାଇଁ ବିଏସଏଫ ଦାୟୀ ରହିବ ନାହିଁ। — [475, 1091, 882, 1106]
form-field[interactable] — [969, 1049, 1469, 1085]
bsf-advertisement — [420, 4, 1492, 2332]
game-item: (ଖ) ଫୁଟବଲ — [455, 327, 516, 342]
how-to-apply-text: ଆନେକ୍ସର-।ରେ ପ୍ରଦତ୍ତ ନିର୍ଦ୍ଧାରିତ ଫର୍ମାଟରେ ଦରଖାସ୍ତ ଡାକଯୋଗେ କିମ୍ବା ହାତରେ ପହଞ୍ଚାଇବେ। ଖାମ ଉପରେ ଆବେଦନ କରୁଥିବା ପଦବୀର ନାମ ସ୍ପଷ୍ଟ ଭାବେ ଲେଖିବା ଆବଶ୍ୟକ। — [435, 1362, 955, 1395]
address-para: ଏଡ୍‌ଜୁଟାଣ୍ଟ ବିଏସଏଫ ସାଉଥ୍ ବେଙ୍ଗଲ, ୨-ବି, ଲର୍ଡ ସିହ୍ନା ରୋଡ୍, କୋଲକାତା-୭୦୦୦୭୧ ନିକଟକୁ ଏହି ବିଜ୍ଞାପନ ପ୍ରମୁଖ ଖବରକାଗଜରେ ପ୍ରକାଶିତ ହେବାର ୩୦ ଦିନ ମଧ୍ୟରେ ଏହା ପହଞ୍ଚିବା ଆବଶ୍ୟକ। ଦରଖାସ୍ତ ସହିତ ନିମ୍ନଲିଖିତ କାଗଜପତ୍ର ଦାଖଲ କରାଯିବା ଆବଶ୍ୟକ:- — [969, 159, 1469, 208]
ad-title-line1: ହେଡ୍‌କ୍ୱାର୍ଟର୍ସ ସାଉଥ୍ ବେଙ୍ଗଲ ଫ୍ରଣ୍ଟିୟର — [620, 15, 1292, 61]
item-number: (ii) — [452, 914, 469, 929]
expanded-label: Expanded — [1346, 1323, 1403, 1338]
note-heading: Note:- — [969, 1764, 1004, 1779]
document-item — [969, 333, 1469, 368]
story-body: କୁଜଙ୍ଗ, ୨୩ା୧୦(ବି.ଏନ୍.ଏ)- ବଧୂହତ୍ୟା ଅଭିଯୋଗରେ ପୋଲିସ ଦିଅରକୁ ଗିରଫ କରି କୋର୍ଟ ଚାଲାଣ କରିଛି। ଯୌତୁକ ପାଇଁ ନିର୍ଯାତନା ଦେଇ ହତ୍ୟା କରାଯାଇଥିବା ପରିବାର ଲୋକେ ଅଭିଯୋଗ କରିଥିଲେ। — [8, 541, 404, 595]
field-label: 4. Whether SC/ST/OBC/General — [969, 1089, 1149, 1104]
medical-item — [435, 770, 955, 787]
last-date-para: ୯. ଉପରେ ଦର୍ଶାଯାଇଥିବା ଶେଷ ତାରିଖ ପରେ କୌଣସି ଦରଖାସ୍ତ ଗ୍ରହଣ କରାଯିବ ନାହିଁ। — [969, 641, 1366, 656]
note-iii: iii) Certified also that Shri________________will be released in case of his selection for the post of Constable (GD) in Border Security Force. — [981, 1899, 1469, 1930]
field-line[interactable] — [1205, 1006, 1469, 1021]
item-text: ଦରଖାସ୍ତ ଫର୍ମ ସହିତ ଆନେକ୍ସର-।।। ଅନୁଯାୟୀ ପ୍ରଦତ୍ତ ଫର୍ମ ପୂରଣ କରାଯାଇ ଗେଜେଟେଡ୍ ଅଧିକାରୀଙ୍କ ଦ୍ୱାରା ଆଟେଷ୍ଟେଡ୍ ହୋଇଥିବା ପାସପୋର୍ଟ ଆକାରର ଫଟୋଗ୍ରାଫ୍ ଲଗାଯିବା ଆବଶ୍ୟକ। — [1009, 484, 1469, 534]
item-number: (vii) — [445, 1091, 469, 1106]
sports-item — [435, 875, 955, 910]
news-story — [8, 903, 404, 1002]
signature-row — [969, 1723, 1469, 1758]
item-text: ବିଗତ ତିନିବର୍ଷ ମଧ୍ୟରେ କୌଣସି ଟୁର୍ଣ୍ଣାମେଣ୍ଟ/ଗେମ୍ସରେ ଅଂଶଗ୍ରହଣ କରି ନ ଥିବା ପ୍ରାର୍ଥୀଙ୍କୁ ଯୋଗ୍ୟ ବିବେଚନା କରାଯିବ ନାହିଁ। — [475, 1030, 955, 1063]
story-headline: ଜାତୀୟ ରାଜପଥରୁ ଲୁଟ୍ — [8, 1188, 234, 1219]
medical-heading: (ଘ) ସ୍ୱାସ୍ଥ୍ୟଗତ ମାନ — [435, 749, 548, 765]
story-body: ପୁରୀ ଅଫିସ, ୨୩ା୧୦- ମନ୍ଦିର ନିକଟରେ ରଖାଯାଇଥିବା ଏକ ମୋଟରସାଇକେଲ ଚୋରି ହୋଇଯାଇଛି। ମାଲିକ ଥାନାରେ ଅଭିଯୋଗ କରିବା ପରେ ପୋଲିସ ତଦନ୍ତ ଆରମ୍ଭ କରିଛି। — [8, 708, 404, 746]
note-a: (A) Candidates already in Government service must submit their application through proper channel with the following certificates duly signed by their employer agreeing to release them, in case finally selected for the post of Const.(GD) in Border Security Force. — [969, 1781, 1469, 1830]
story-body: ପିପିଲି, ୨୩ା୧୦(ବି.ଏନ୍.ଏ)- ଜାତୀୟ ରାଜପଥରେ ଏକ ଟ୍ରକ ଚାଳକଙ୍କୁ ଅଟକାଇ ଦୁର୍ବୃତ୍ତମାନେ ନଗଦ ଟଙ୍କା ଲୁଟ୍ କରି ନେଇଯାଇଛନ୍ତି। — [8, 1222, 404, 1260]
field-label: 9. Present Postal Address — [969, 1249, 1113, 1264]
education-heading: (ଖ) ଶିକ୍ଷା — [435, 491, 485, 506]
date-label: Date: — [969, 1741, 998, 1756]
form-field[interactable] — [969, 1460, 1469, 1478]
education-text: ଅନ୍ୟୂନ ମାଟ୍ରିକ କିମ୍ବା ଏହାର ସମକକ୍ଷ ସ୍ୱୀକୃତିପ୍ରାପ୍ତ ରାଜ୍ୟ/କେନ୍ଦ୍ରୀୟ ଶିକ୍ଷା ପରିଷଦରୁ ଉତ୍ତୀର୍ଣ୍ଣ ଶିକ୍ଷା। — [435, 512, 929, 527]
field-line[interactable] — [1205, 1481, 1469, 1496]
ad-address: ୨-ବି, ଲର୍ଡ ସିହ୍ନା ରୋଡ୍, କୋଲକାତା - ୭୧ — [435, 111, 1477, 150]
field-label: 13. Details of sports Achievements — [969, 1462, 1161, 1477]
field-label: 7. Educational qualification — [969, 1207, 1118, 1222]
news-story — [8, 1190, 404, 1260]
field-label: 11. Post applied for with discipline of game/event playing — [969, 1365, 1171, 1398]
games-list — [455, 309, 955, 361]
story-headline: ବ୍ରହ୍ମଗିରି ବଜାରରୁ ଚୋରି — [8, 1007, 273, 1038]
item-text: ତହସିଲଦାର କିମ୍ବା ଏସ୍‌ଡିଏମ୍ ଇତ୍ୟାଦି ପାହ୍ୟାର କୌଣସି ଅଧିକାରୀଙ୍କ ଦ୍ୱାରା ଜାରି ବାସସ୍ଥାନ ପ୍ରମାଣପତ୍ର। — [1009, 333, 1469, 365]
table-cell: ଅନ୍ୟ ସମସ୍ତ ରାଜ୍ୟ ଓ କେନ୍ଦ୍ରଶାସିତ ଅଞ୍ଚଳ — [436, 663, 664, 703]
document-item — [969, 371, 1469, 406]
interview-note: ଦ୍ରଷ୍ଟବ୍ୟ: ପ୍ରାର୍ଥୀଙ୍କୁ ଶାରୀରିକ ଦକ୍ଷତା ପରୀକ୍ଷା, ଟ୍ରାଏଲ ପରୀକ୍ଷା ଓ ସାକ୍ଷାତ୍କାରରେ ନିଶ୍ଚିତ ଭାବେ ଉତ୍ତୀର୍ଣ୍ଣ ହେବାକୁ ପଡ଼ିବ। — [435, 1298, 955, 1331]
field-label: 8. Permanent Address — [969, 1228, 1093, 1243]
form-field-weight[interactable] — [969, 1342, 1469, 1360]
